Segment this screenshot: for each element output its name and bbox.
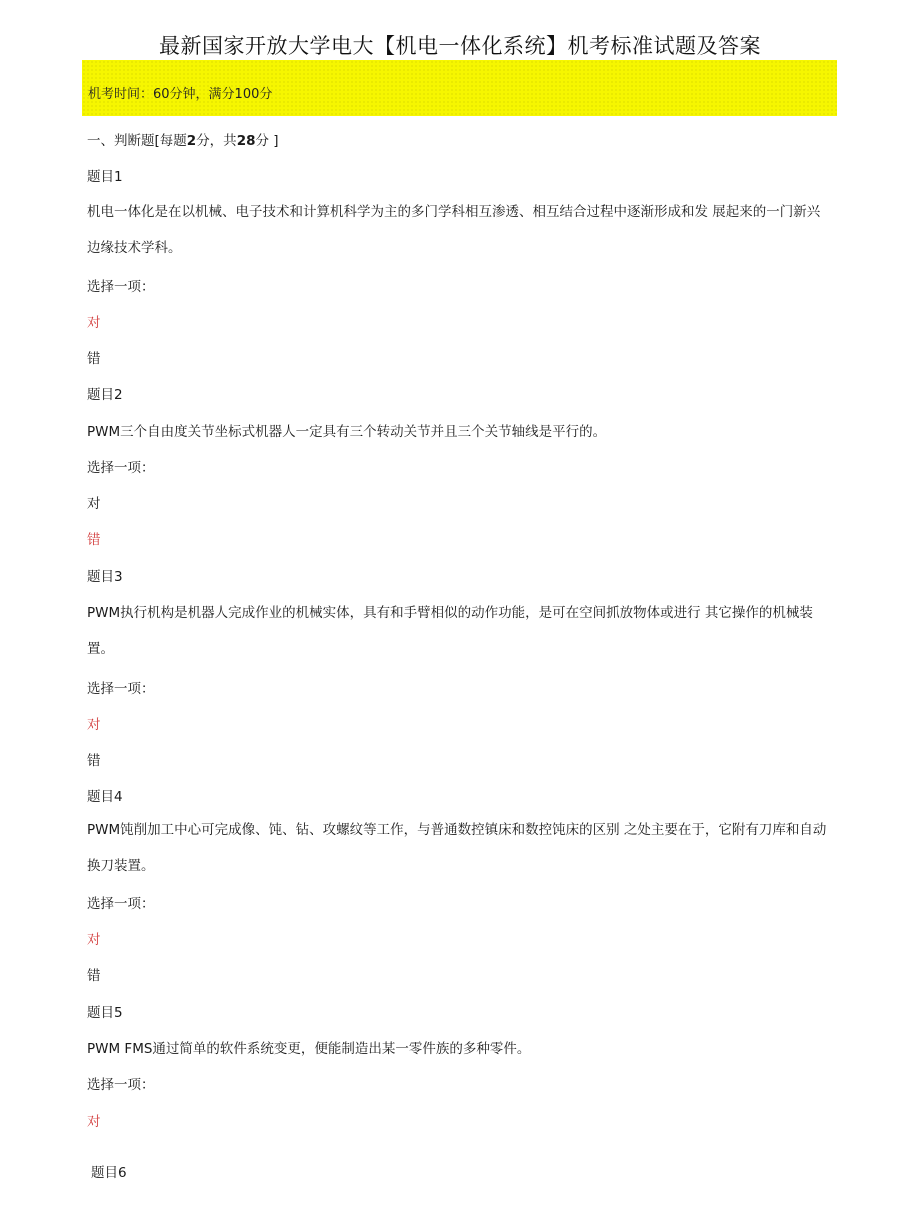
question-label: 题目6 [91,1165,127,1181]
choose-one-label: 选择一项： [87,460,155,476]
question-text: 机电一体化是在以机械、电子技术和计算机科学为主的多门学科相互渗透、相互结合过程中逐渐形成和发 展起来的一门新兴边缘技术学科。 [87,204,821,256]
option-true-selected[interactable]: 对 [87,717,101,733]
section-score-total: 28 [236,133,256,149]
exam-info-banner [82,60,837,116]
section-prefix: 一、判断题[每题 [87,133,187,149]
choose-one-label: 选择一项： [87,896,155,912]
page-title: 最新国家开放大学电大【机电一体化系统】机考标准试题及答案 [159,34,761,58]
option-true-selected[interactable]: 对 [87,932,101,948]
section-score-each: 2 [186,133,197,149]
section-heading [87,131,279,151]
section-suffix: 分 ] [255,133,279,149]
question-label: 题目3 [87,569,123,585]
question-label: 题目5 [87,1005,123,1021]
question-text: PWM FMS通过简单的软件系统变更，便能制造出某一零件族的多种零件。 [87,1041,531,1057]
option-false[interactable]: 错 [87,351,101,367]
question-label: 题目2 [87,387,123,403]
choose-one-label: 选择一项： [87,681,155,697]
question-text: PWM三个自由度关节坐标式机器人一定具有三个转动关节并且三个关节轴线是平行的。 [87,424,607,440]
option-true[interactable]: 对 [87,496,101,512]
question-label: 题目1 [87,169,123,185]
question-text: PWM饨削加工中心可完成像、饨、钻、攻螺纹等工作，与普通数控镇床和数控饨床的区别 之处主要在于，它附有刀库和自动换刀装置。 [87,822,827,874]
option-true-selected[interactable]: 对 [87,1114,101,1130]
choose-one-label: 选择一项： [87,279,155,295]
question-text: PWM执行机构是机器人完成作业的机械实体，具有和手臂相似的动作功能，是可在空间抓放物体或进行 其它操作的机械装置。 [87,605,813,657]
question-label: 题目4 [87,789,123,805]
section-middle: 分，共 [196,133,237,149]
option-false[interactable]: 错 [87,968,101,984]
option-false[interactable]: 错 [87,753,101,769]
option-false-selected[interactable]: 错 [87,532,101,548]
exam-time-text: 机考时间：60分钟，满分100分 [88,87,273,102]
choose-one-label: 选择一项： [87,1077,155,1093]
option-true-selected[interactable]: 对 [87,315,101,331]
